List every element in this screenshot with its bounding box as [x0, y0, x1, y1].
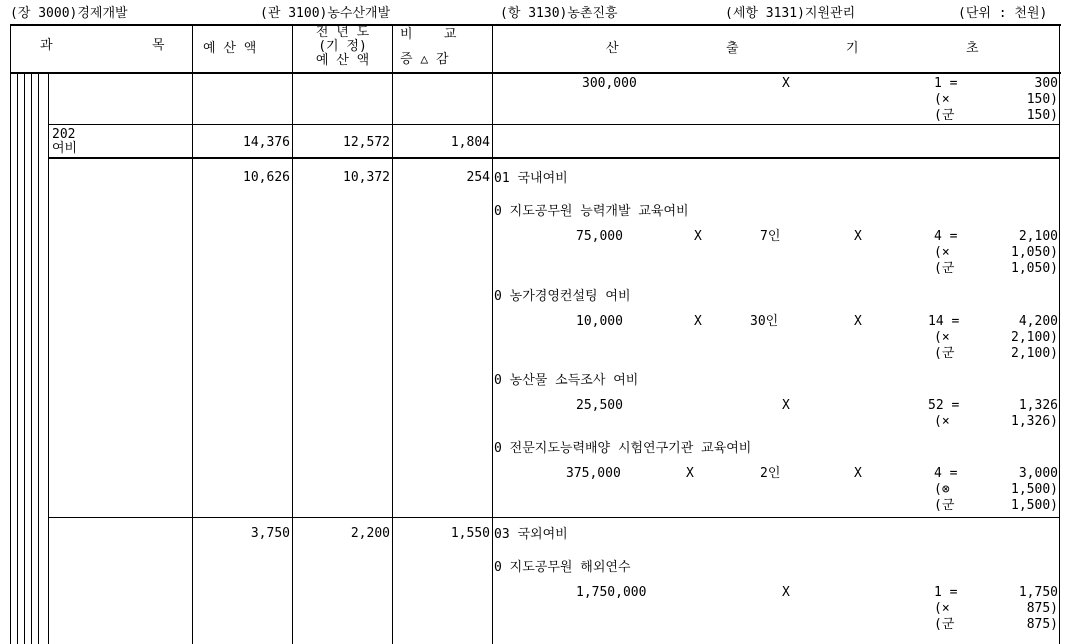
table-left-border: [10, 24, 11, 644]
domestic-item-s2: (군: [934, 261, 955, 276]
col-header-budget: 예 산 액: [203, 41, 257, 56]
top-s2: (군: [934, 108, 955, 123]
domestic-prev: 10,372: [343, 170, 390, 185]
col-divider-prev: [292, 24, 293, 644]
domestic-item-people: 30인: [750, 314, 779, 329]
top-v2: 150): [1026, 108, 1058, 123]
domestic-item-total: 1,326: [1018, 398, 1058, 413]
domestic-item-people: 7인: [760, 229, 781, 244]
col-divider-diff: [392, 24, 393, 644]
item-202-budget: 14,376: [243, 135, 290, 150]
col-header-prev-3: 예 산 액: [315, 53, 370, 68]
row-sep-3: [48, 517, 1060, 518]
col-header-prev-1: 전 년 도: [315, 25, 370, 40]
domestic-item-v2: 2,100): [1011, 346, 1058, 361]
col-header-prev-2: (기 정): [318, 39, 367, 54]
domestic-item-x2: X: [854, 314, 862, 329]
header-sehang: (세항 3131)지원관리: [725, 6, 856, 21]
overseas-prev: 2,200: [350, 526, 390, 541]
domestic-title: 01 국내여비: [494, 171, 568, 186]
domestic-item-x1: X: [686, 466, 694, 481]
overseas-item-v1: 875): [1026, 601, 1058, 616]
domestic-item-v2: 1,050): [1011, 261, 1058, 276]
item-202-name: 여비: [52, 141, 78, 156]
hier-line-1: [17, 72, 18, 644]
top-x: X: [782, 76, 790, 91]
domestic-item-s2: (군: [934, 498, 955, 513]
hier-line-2: [24, 72, 25, 644]
domestic-item-v1: 1,326): [1011, 414, 1058, 429]
domestic-item-s1: (×: [934, 330, 950, 345]
domestic-item-s1: (×: [934, 414, 950, 429]
domestic-item-x1: X: [694, 229, 702, 244]
item-202-prev: 12,572: [343, 135, 390, 150]
domestic-item-total: 3,000: [1018, 466, 1058, 481]
col-header-diff-1: 비 교: [400, 27, 457, 42]
overseas-item-total: 1,750: [1018, 585, 1058, 600]
domestic-item-x1: X: [782, 398, 790, 413]
col-divider-calc: [492, 24, 493, 644]
domestic-item-eq: 14 =: [928, 314, 960, 329]
domestic-item-eq: 52 =: [928, 398, 960, 413]
domestic-item-eq: 4 =: [934, 466, 958, 481]
domestic-item-s1: (×: [934, 245, 950, 260]
domestic-item-x1: X: [694, 314, 702, 329]
item-202-diff: 1,804: [450, 135, 490, 150]
col-header-calc-4: 초: [966, 41, 979, 56]
domestic-item-v1: 1,050): [1011, 245, 1058, 260]
col-divider-budget: [192, 24, 193, 644]
overseas-item-s1: (×: [934, 601, 950, 616]
header-bottom-border: [10, 72, 1061, 74]
hier-line-4: [38, 72, 39, 644]
domestic-item-v2: 1,500): [1011, 498, 1058, 513]
domestic-diff: 254: [466, 170, 490, 185]
overseas-item-eq: 1 =: [934, 585, 958, 600]
table-top-border: [10, 24, 1061, 26]
col-header-calc-2: 출: [726, 41, 739, 56]
item-202-code: 202: [52, 127, 76, 142]
table-right-border: [1059, 24, 1060, 644]
overseas-item-v2: 875): [1026, 617, 1058, 632]
domestic-item-total: 4,200: [1018, 314, 1058, 329]
domestic-item-name: 0 농산물 소득조사 여비: [494, 373, 639, 388]
domestic-item-amount: 25,500: [576, 398, 623, 413]
domestic-item-v1: 1,500): [1011, 482, 1058, 497]
col-header-mok: 목: [152, 38, 165, 53]
header-gwan: (관 3100)농수산개발: [260, 6, 391, 21]
domestic-item-amount: 10,000: [576, 314, 623, 329]
domestic-item-x2: X: [854, 466, 862, 481]
top-eq: 1 =: [934, 76, 958, 91]
overseas-item-x1: X: [782, 585, 790, 600]
domestic-item-name: 0 전문지도능력배양 시험연구기관 교육여비: [494, 441, 752, 456]
row-sep-1: [48, 124, 1060, 125]
domestic-item-people: 2인: [760, 466, 781, 481]
domestic-budget: 10,626: [243, 170, 290, 185]
domestic-item-s2: (군: [934, 346, 955, 361]
domestic-item-v1: 2,100): [1011, 330, 1058, 345]
header-unit: (단위 : 천원): [958, 6, 1048, 21]
domestic-item-amount: 75,000: [576, 229, 623, 244]
overseas-diff: 1,550: [450, 526, 490, 541]
top-s1: (×: [934, 92, 950, 107]
domestic-item-s1: (⊗: [934, 482, 950, 497]
top-total: 300: [1034, 76, 1058, 91]
top-amount: 300,000: [582, 76, 637, 91]
overseas-title: 03 국외여비: [494, 527, 568, 542]
domestic-item-name: 0 농가경영컨설팅 여비: [494, 289, 631, 304]
overseas-budget: 3,750: [250, 526, 290, 541]
top-v1: 150): [1026, 92, 1058, 107]
col-header-diff-2: 증 △ 감: [400, 52, 449, 67]
domestic-item-x2: X: [854, 229, 862, 244]
header-hang: (항 3130)농촌진흥: [500, 6, 618, 21]
domestic-item-name: 0 지도공무원 능력개발 교육여비: [494, 204, 689, 219]
row-sep-2b: [48, 158, 1060, 159]
domestic-item-amount: 375,000: [566, 466, 621, 481]
col-header-gwa: 과: [40, 38, 53, 53]
col-header-calc-3: 기: [846, 41, 859, 56]
hier-line-3: [31, 72, 32, 644]
overseas-item-amount: 1,750,000: [576, 585, 647, 600]
domestic-item-total: 2,100: [1018, 229, 1058, 244]
header-jang: (장 3000)경제개발: [10, 6, 128, 21]
overseas-item-name: 0 지도공무원 해외연수: [494, 560, 631, 575]
overseas-item-s2: (군: [934, 617, 955, 632]
domestic-item-eq: 4 =: [934, 229, 958, 244]
col-header-calc-1: 산: [606, 41, 619, 56]
